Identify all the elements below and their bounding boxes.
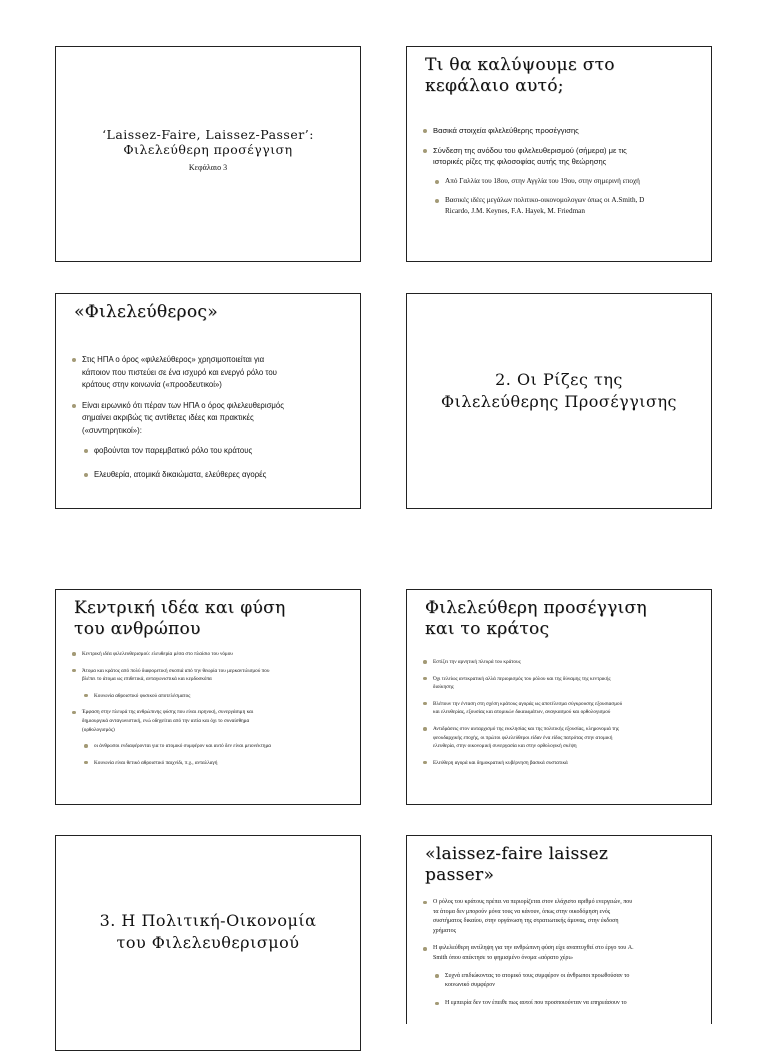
slide-2 bbox=[406, 46, 712, 262]
list-item bbox=[72, 667, 350, 684]
slide-8-title bbox=[425, 844, 703, 886]
bullet-text: Άτομα και κράτος από πολύ διαφορετική σκοπιά από την θεωρία του μερκαντιλισμού που bbox=[82, 667, 270, 674]
bullet-text: τα άτομα δεν μπορούν μόνα τους να κάνουν, όπως στην οικοδόμηση ενός bbox=[433, 908, 611, 915]
bullet-text: Κοινωνία είναι θετικό αθροιστικό παιχνίδι, π.χ., ανταλλαγή bbox=[94, 759, 218, 766]
bullet-text: Ελεύθερη αγορά και δημοκρατική κυβέρνηση βασικά συστατικά bbox=[433, 759, 568, 766]
list-item bbox=[423, 700, 701, 717]
list-item bbox=[72, 650, 350, 659]
slide-6-title-line-2: και το κράτος bbox=[425, 619, 550, 639]
list-item bbox=[423, 725, 701, 751]
bullet-text: Βασικά στοιχεία φιλελεύθερης προσέγγισης bbox=[433, 126, 579, 135]
slide-8-title-line-1: «laissez-faire laissez bbox=[425, 844, 609, 864]
bullet-text: φοβούνται τον παρεμβατικό ρόλο του κράτους bbox=[94, 446, 253, 455]
bullet-text: Αντιδράσεις στον αυταρχισμό της εκκλησίας και της πολιτικής εξουσίας, κληρονομιά της bbox=[433, 725, 619, 732]
slide-4-title-line-2: Φιλελεύθερης Προσέγγισης bbox=[440, 392, 677, 411]
slide-2-title bbox=[425, 55, 703, 97]
slide-1 bbox=[55, 46, 361, 262]
bullet-text: Βασικές ιδέες μεγάλων πολιτικο-οικονομολογων όπως οι A.Smith, D bbox=[445, 196, 645, 204]
slide-6-body bbox=[423, 658, 701, 775]
slide-3 bbox=[55, 293, 361, 509]
bullet-text: Smith όπου απέκτησε το φημισμένο όνομα «αόρατο χέρι» bbox=[433, 954, 573, 961]
slide-5-title-line-1: Κεντρική ιδέα και φύση bbox=[74, 598, 286, 618]
bullet-text: φεουδαρχικής εποχής, οι πρώτοι φιλελεύθεροι είδαν ένα είδος πατρότας στην ατομική bbox=[433, 734, 613, 741]
slide-8 bbox=[406, 835, 712, 1024]
slide-7-title bbox=[64, 910, 352, 954]
bullet-text: («συντηρητικοί»): bbox=[82, 425, 142, 435]
bullet-text: δημιουργικά ανταγωνιστική, ενώ οδηγείται από την αιτία και όχι το συναίσθημα bbox=[82, 717, 250, 724]
list-item bbox=[435, 999, 701, 1009]
list-item bbox=[423, 675, 701, 692]
slide-4-title bbox=[415, 369, 703, 413]
slide-1-title-line-1: ‘Laissez-Faire, Laissez-Passer’: bbox=[102, 127, 314, 142]
bullet-text: Η φιλελεύθερη αντίληψη για την ανθρώπινη φύση είχε αναπτυχθεί στο έργο του A. bbox=[433, 945, 634, 952]
bullet-text: κράτους στην κοινωνία («προοδευτικοί») bbox=[82, 380, 222, 389]
slide-6-title-line-1: Φιλελεύθερη προσέγγιση bbox=[425, 598, 647, 618]
bullet-text: Εστίζει την αρνητική πλευρά του κράτους bbox=[433, 659, 521, 665]
list-item bbox=[423, 145, 701, 167]
bullet-text: (ορθολογισμός) bbox=[82, 726, 115, 733]
bullet-text: Βλέπουν την ένταση στη σχέση κράτους αγοράς ως αποτέλεσμα σύγκρουσης εξουσιασμού bbox=[433, 700, 623, 707]
list-item bbox=[84, 759, 350, 768]
bullet-text: ελευθερία, στην οικονομική συνεργασία και στην ορθολογική σκέψη bbox=[433, 743, 577, 750]
bullet-text: Είναι ειρωνικό ότι πέραν των ΗΠΑ ο όρος φιλελευθερισμός bbox=[82, 400, 285, 410]
slide-2-body bbox=[423, 125, 701, 225]
slide-1-subtitle: Κεφάλαιο 3 bbox=[188, 163, 228, 172]
list-item bbox=[423, 125, 701, 136]
slide-5-title-line-2: του ανθρώπου bbox=[74, 619, 201, 639]
bullet-text: συστήματος δικαίου, στην οργάνωση της στρατιωτικής άμυνας, στην έκδοση bbox=[433, 918, 619, 925]
slide-4-title-line-1: 2. Οι Ρίζες της bbox=[495, 370, 623, 389]
list-item bbox=[84, 692, 350, 701]
slide-7-title-line-2: του Φιλελευθερισμού bbox=[116, 933, 300, 952]
list-item bbox=[84, 445, 350, 458]
bullet-text: και ελευθερίας, εξουσίας και ατομικών δικαιωμάτων, αναγκασμού και ορθολογισμού bbox=[433, 709, 611, 716]
slide-8-title-line-2: passer» bbox=[425, 865, 495, 885]
bullet-text: ιστορικές ρίζες της φιλοσοφίας αυτής της θεώρησης bbox=[433, 157, 607, 166]
list-item bbox=[72, 708, 350, 734]
slide-2-title-line-1: Τι θα καλύψουμε στο bbox=[425, 55, 615, 75]
list-item bbox=[72, 354, 350, 392]
slide-6 bbox=[406, 589, 712, 805]
list-item bbox=[423, 759, 701, 768]
slide-1-title bbox=[64, 127, 352, 175]
slide-7-title-line-1: 3. Η Πολιτική-Οικονομία bbox=[99, 911, 317, 930]
slide-5 bbox=[55, 589, 361, 805]
bullet-text: κάποιον που πιστεύει σε ένα ισχυρό και ενεργό ρόλο του bbox=[82, 367, 277, 377]
bullet-text: Όχι τελείως αντικρατική αλλά περιορισμός του ρόλου και της δύναμης της κεντρικής bbox=[433, 675, 611, 682]
list-item bbox=[84, 469, 350, 482]
slide-7 bbox=[55, 835, 361, 1051]
bullet-text: Ελευθερία, ατομικά δικαιώματα, ελεύθερες αγορές bbox=[94, 469, 267, 479]
bullet-text: Συχνά επιδιώκοντας το ατομικό τους συμφέρον οι άνθρωποι προωθούσαν το bbox=[445, 972, 630, 979]
list-item bbox=[72, 400, 350, 438]
list-item bbox=[435, 176, 701, 187]
bullet-text: οι άνθρωποι ενδιαφέρονται για το ατομικό συμφέρον και αυτό δεν είναι μειονέκτημα bbox=[94, 743, 272, 750]
bullet-text: Ο ρόλος του κράτους πρέπει να περιορίζεται στον ελάχιστο αριθμό ενεργειών, που bbox=[433, 899, 633, 905]
bullet-text: Ricardo, J.M. Keynes, F.A. Hayek, M. Friedman bbox=[445, 207, 585, 215]
slide-3-body bbox=[72, 354, 350, 492]
bullet-text: Η εμπειρία δεν τον έπειθε πως αυτοί που προσποιούνταν να επηρεάσουν το bbox=[445, 999, 627, 1006]
slide-5-body bbox=[72, 650, 350, 775]
slide-5-title bbox=[74, 598, 352, 640]
bullet-text: Από Γαλλία του 18ου, στην Αγγλία του 19ου, στην σημερινή εποχή bbox=[445, 177, 640, 185]
bullet-text: Κοινωνία αθροιστικό φυσικού αποτελέσματος bbox=[94, 692, 191, 699]
bullet-text: διοίκησης bbox=[433, 684, 454, 691]
bullet-text: κοινωνικό συμφέρον bbox=[445, 982, 495, 989]
list-item bbox=[435, 972, 701, 991]
bullet-text: χρήματος bbox=[433, 927, 456, 934]
list-item bbox=[423, 658, 701, 667]
list-item bbox=[435, 195, 701, 217]
slide-1-title-line-2: Φιλελεύθερη προσέγγιση bbox=[123, 142, 293, 157]
list-item bbox=[423, 898, 701, 936]
bullet-text: σημαίνει ακριβώς τις αντίθετες ιδέες και πρακτικές bbox=[82, 413, 254, 422]
slide-3-title-line-1: «Φιλελεύθερος» bbox=[74, 302, 218, 322]
bullet-text: Έμφαση στην πλευρά της ανθρώπινης φύσης που είναι ειρηνική, συνεργάσιμη και bbox=[82, 709, 254, 716]
bullet-text: Σύνδεση της ανόδου του φιλελευθερισμού (σήμερα) με τις bbox=[433, 146, 627, 155]
slide-8-body bbox=[423, 898, 701, 1016]
slide-6-title bbox=[425, 598, 703, 640]
slide-4 bbox=[406, 293, 712, 509]
list-item bbox=[423, 944, 701, 963]
bullet-text: Κεντρική ιδέα φιλελευθερισμού: ελευθερία μέσα στο πλαίσιο του νόμου bbox=[82, 651, 233, 657]
slide-3-title bbox=[74, 302, 352, 323]
bullet-text: Στις ΗΠΑ ο όρος «φιλελεύθερος» χρησιμοποιείται για bbox=[82, 355, 265, 364]
list-item bbox=[84, 742, 350, 751]
slide-2-title-line-2: κεφάλαιο αυτό; bbox=[425, 76, 564, 96]
bullet-text: βλέπει το άτομα ως επιθετικά, ανταγωνιστικά και κερδοσκόπα bbox=[82, 676, 212, 683]
